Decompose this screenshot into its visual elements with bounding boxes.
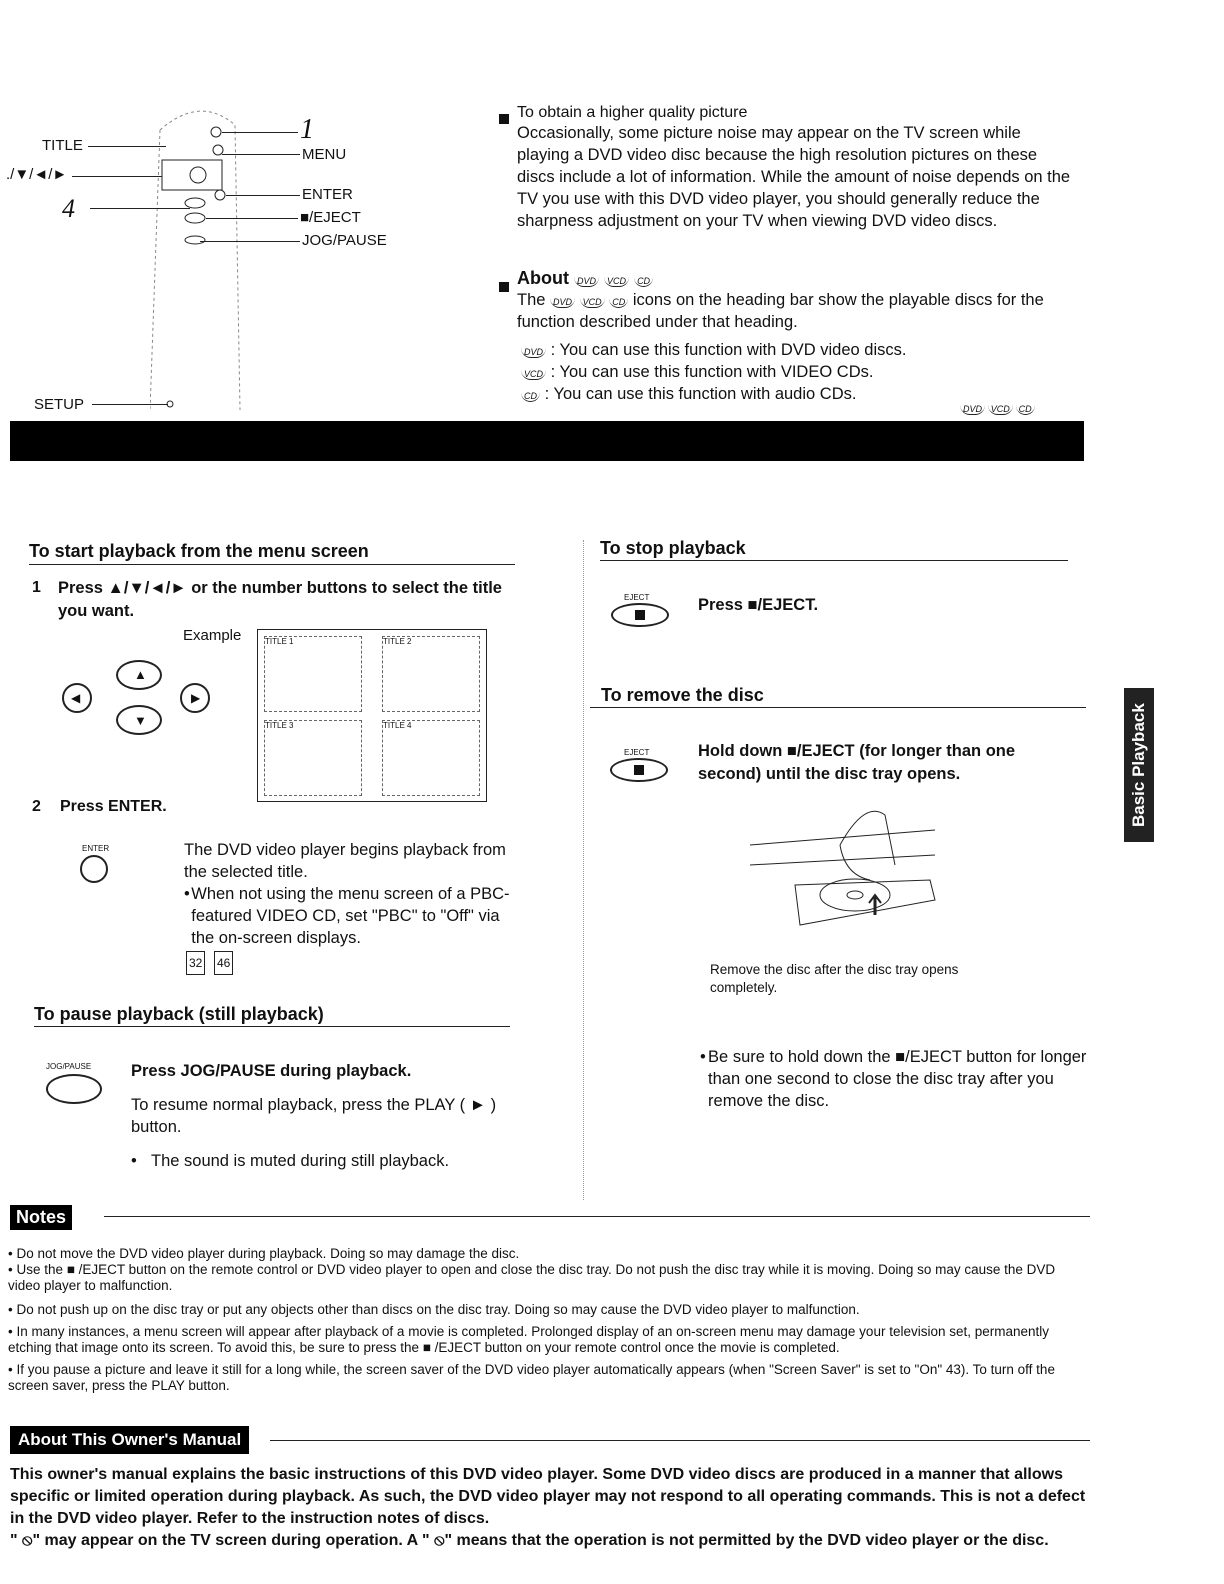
vcd-icon: VCD [604, 276, 629, 287]
step1-number: 1 [32, 579, 41, 596]
column-divider [583, 540, 585, 1200]
title-label-4: TITLE 4 [383, 721, 412, 730]
remote-eject-label: ■/EJECT [300, 209, 361, 226]
right-arrow-button: ▶ [180, 683, 210, 713]
about-icons-section [517, 268, 1077, 405]
stop-eject-caption: EJECT [624, 593, 650, 602]
vcd-icon-small: VCD [580, 297, 605, 308]
about-manual-line2: " ⦸" may appear on the TV screen during operation. A " ⦸" means that the operation is not permitted by the DVD video player or the disc. [10, 1532, 1049, 1549]
pause-instruction: Press JOG/PAUSE during playback. [131, 1062, 412, 1080]
title-thumb-4 [382, 720, 480, 796]
cd-icon: CD [634, 276, 653, 287]
enter-caption: ENTER [82, 844, 110, 853]
about-icons-line-b: icons on the heading bar show the playable discs for the function described under that heading. [517, 291, 1044, 331]
about-icons-line-a: The [517, 291, 546, 309]
bar-dvd-icon: DVD [960, 404, 985, 415]
bullet-square [496, 110, 512, 128]
example-menu-screen [257, 629, 487, 802]
title-thumb-1 [264, 636, 362, 712]
ref-46: 46 [214, 951, 233, 975]
step1-text: Press ▲/▼/◄/► or the number buttons to select the title you want. [58, 579, 502, 620]
remote-jog-label: JOG/PAUSE [302, 232, 387, 249]
quality-body: Occasionally, some picture noise may appear on the TV screen while playing a DVD video disc because the high resolution pictures on these discs include a lot of information. While the amount of noise depends on the TV you use with this DVD video player, you should generally reduce the sharpness adjustment on your TV when viewing DVD video discs. [517, 124, 1071, 230]
title-thumb-3 [264, 720, 362, 796]
remote-arrows-label: ./▼/◄/► [6, 166, 68, 183]
step2-bullet: When not using the menu screen of a PBC-featured VIDEO CD, set "PBC" to "Off" via the on-screen displays. [191, 885, 510, 947]
disc-tray-illustration [745, 805, 945, 955]
pause-bullet-row: • The sound is muted during still playback. [131, 1152, 450, 1170]
note-4: In many instances, a menu screen will appear after playback of a movie is completed. Prolonged display of an on-screen menu may damage your television set, permanently etching that image onto its screen. To avoid this, be sure to press the ■ /EJECT button on your remote control once the movie is completed. [8, 1324, 1050, 1355]
heading-bar [10, 421, 1084, 461]
pause-bullet: The sound is muted during still playback. [151, 1152, 450, 1170]
remove-heading: To remove the disc [601, 685, 764, 705]
side-tab-basic-playback: Basic Playback [1124, 688, 1154, 842]
note-item: • In many instances, a menu screen will appear after playback of a movie is completed. Prolonged display of an on-screen menu may damage your television set, permanently etching that image onto its screen. To avoid this, be sure to press the ■ /EJECT button on your remote control once the movie is completed. [8, 1324, 1050, 1355]
left-arrow-button: ◀ [62, 683, 92, 713]
jog-caption: JOG/PAUSE [46, 1062, 92, 1071]
stop-instruction: Press ■/EJECT. [698, 596, 819, 614]
bar-cd-icon: CD [1016, 404, 1035, 415]
down-arrow-button: ▼ [116, 705, 162, 735]
step2-body: The DVD video player begins playback from the selected title. • When not using the menu screen of a PBC-featured VIDEO CD, set "PBC" to "Off" via the on-screen displays. 32 46 [184, 839, 514, 975]
note-item: • If you pause a picture and leave it still for a long while, the screen saver of the DVD video player automatically appears (when "Screen Saver" is set to "On" 43). To turn off the screen saver, press the PLAY button. [8, 1362, 1055, 1393]
cd-legend-icon: CD [521, 391, 540, 402]
enter-button-icon [80, 855, 108, 883]
note-2: Use the ■ /EJECT button on the remote control or DVD video player to open and close the disc tray. Do not push the disc tray while it is moving. Doing so may cause the DVD video player to malfunction. [8, 1262, 1056, 1293]
remote-outline [150, 100, 250, 420]
step2-body-text: The DVD video player begins playback from the selected title. [184, 841, 506, 881]
quality-section [517, 104, 1077, 232]
about-manual-badge: About This Owner's Manual [10, 1426, 249, 1454]
note-item: • Do not move the DVD video player during playback. Doing so may damage the disc. [8, 1246, 520, 1261]
pause-heading: To pause playback (still playback) [34, 1004, 324, 1024]
bullet-square-2 [496, 278, 512, 296]
cd-desc: : You can use this function with audio CDs. [544, 385, 857, 403]
ref-32: 32 [186, 951, 205, 975]
example-label: Example [183, 627, 242, 644]
stop-heading: To stop playback [600, 538, 746, 558]
step2-text: Press ENTER. [60, 798, 167, 815]
remove-eject-button-icon [610, 758, 668, 782]
title-label-2: TITLE 2 [383, 637, 412, 646]
remove-bullet: Be sure to hold down the ■/EJECT button for longer than one second to close the disc tray after you remove the disc. [708, 1048, 1087, 1110]
remote-menu-label: MENU [302, 146, 347, 163]
stop-eject-button-icon [611, 603, 669, 627]
jog-pause-button-icon [46, 1074, 102, 1104]
title-label-1: TITLE 1 [265, 637, 294, 646]
dvd-icon: DVD [574, 276, 599, 287]
vcd-legend-icon: VCD [521, 369, 546, 380]
step2-number: 2 [32, 798, 41, 815]
title-thumb-2 [382, 636, 480, 712]
note-item: • Use the ■ /EJECT button on the remote control or DVD video player to open and close the disc tray. Do not push the disc tray while it is moving. Doing so may cause the DVD video player to malfunction. [8, 1262, 1056, 1293]
notes-badge: Notes [10, 1205, 72, 1230]
about-icons-heading: About [517, 268, 569, 288]
quality-heading: To obtain a higher quality picture [517, 104, 748, 121]
bar-vcd-icon: VCD [988, 404, 1013, 415]
title-label-3: TITLE 3 [265, 721, 294, 730]
remove-eject-caption: EJECT [624, 748, 650, 757]
remote-step4-label: 4 [62, 194, 75, 223]
note-1: Do not move the DVD video player during playback. Doing so may damage the disc. [16, 1246, 520, 1261]
dvd-icon-small: DVD [550, 297, 575, 308]
heading-bar-icons [960, 404, 1035, 415]
start-menu-heading: To start playback from the menu screen [29, 541, 369, 561]
note-item: • Do not push up on the disc tray or put any objects other than discs on the disc tray. Doing so may cause the DVD video player to malfunction. [8, 1302, 860, 1317]
remove-caption: Remove the disc after the disc tray opens completely. [710, 962, 959, 995]
remote-title-label: TITLE [42, 137, 83, 154]
dvd-legend-icon: DVD [521, 347, 546, 358]
remove-instruction: Hold down ■/EJECT (for longer than one second) until the disc tray opens. [698, 742, 1016, 783]
remote-step1-label: 1 [300, 114, 314, 145]
vcd-desc: : You can use this function with VIDEO CDs. [550, 363, 874, 381]
remote-enter-label: ENTER [302, 186, 353, 203]
note-3: Do not push up on the disc tray or put any objects other than discs on the disc tray. Doing so may cause the DVD video player to malfunction. [16, 1302, 860, 1317]
cd-icon-small: CD [609, 297, 628, 308]
pause-resume: To resume normal playback, press the PLAY ( ► ) button. [131, 1096, 497, 1136]
remove-bullet-row: • Be sure to hold down the ■/EJECT button for longer than one second to close the disc tray after you remove the disc. [700, 1046, 1090, 1112]
about-manual-body: This owner's manual explains the basic instructions of this DVD video player. Some DVD video discs are produced in a manner that allows specific or limited operation during playback. As such, the DVD video player may not respond to all operating commands. This is not a defect in the DVD video player. Refer to the instruction notes of discs. [10, 1466, 1086, 1527]
up-arrow-button: ▲ [116, 660, 162, 690]
note-5: If you pause a picture and leave it still for a long while, the screen saver of the DVD video player automatically appears (when "Screen Saver" is set to "On" 43). To turn off the screen saver, press the PLAY button. [8, 1362, 1055, 1393]
dvd-desc: : You can use this function with DVD video discs. [550, 341, 907, 359]
remote-setup-label: SETUP [34, 396, 85, 413]
